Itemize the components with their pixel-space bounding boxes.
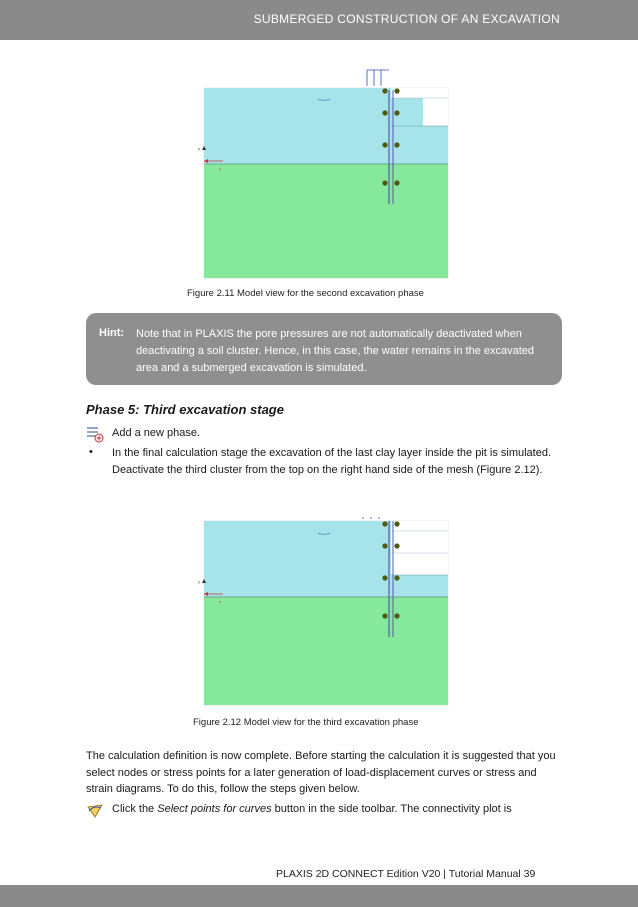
add-phase-icon bbox=[86, 425, 104, 443]
select-points-icon bbox=[86, 801, 104, 819]
step-add-phase: Add a new phase. bbox=[112, 427, 201, 439]
select-points-button-name: Select points for curves bbox=[157, 803, 272, 815]
footer-text: PLAXIS 2D CONNECT Edition V20 | Tutorial Manual 39 bbox=[276, 868, 536, 880]
step-select-points bbox=[112, 801, 552, 818]
body-paragraph: The calculation definition is now complete. Before starting the calculation it is suggested that you select nodes or stress points for a later generation of load-displacement curves or stress and strain diagrams. To do this, follow the steps given below. bbox=[86, 750, 556, 795]
figure-2-12-model-view bbox=[193, 517, 463, 707]
step-deactivate-cluster: In the final calculation stage the excavation of the last clay layer inside the pit is simulated. Deactivate the third cluster from the top on the right hand side of the mesh (Figure 2.12). bbox=[112, 447, 552, 476]
water-region bbox=[204, 88, 391, 164]
step3-pre: Click the bbox=[112, 803, 158, 815]
axis-y-label-2: y bbox=[198, 579, 200, 584]
hint-text: Note that in PLAXIS the pore pressures are not automatically deactivated when deactivating a soil cluster. Hence, in this case, the water remains in the excavated area and a submerged excavation is simulated. bbox=[136, 328, 535, 374]
hint-label: Hint: bbox=[99, 327, 125, 339]
bullet: • bbox=[89, 446, 93, 458]
step3-post: button in the side toolbar. The connectivity plot is bbox=[271, 803, 512, 815]
header-title: SUBMERGED CONSTRUCTION OF AN EXCAVATION bbox=[253, 12, 560, 26]
figure-2-11-model-view bbox=[193, 68, 463, 280]
figure-2-11-caption: Figure 2.11 Model view for the second excavation phase bbox=[187, 288, 424, 299]
axis-x-label-2: x bbox=[219, 599, 221, 604]
hint-box bbox=[86, 313, 562, 385]
excavated-area-2 bbox=[423, 98, 448, 126]
axis-x-label: x bbox=[219, 166, 221, 171]
axis-y-label: y bbox=[198, 146, 200, 151]
figure-2-12-caption: Figure 2.12 Model view for the third excavation phase bbox=[193, 717, 419, 728]
phase-heading: Phase 5: Third excavation stage bbox=[86, 402, 284, 417]
excavated-area bbox=[391, 88, 448, 98]
page-header bbox=[0, 0, 638, 40]
footer-bar bbox=[0, 885, 638, 907]
soil-region bbox=[204, 164, 448, 278]
